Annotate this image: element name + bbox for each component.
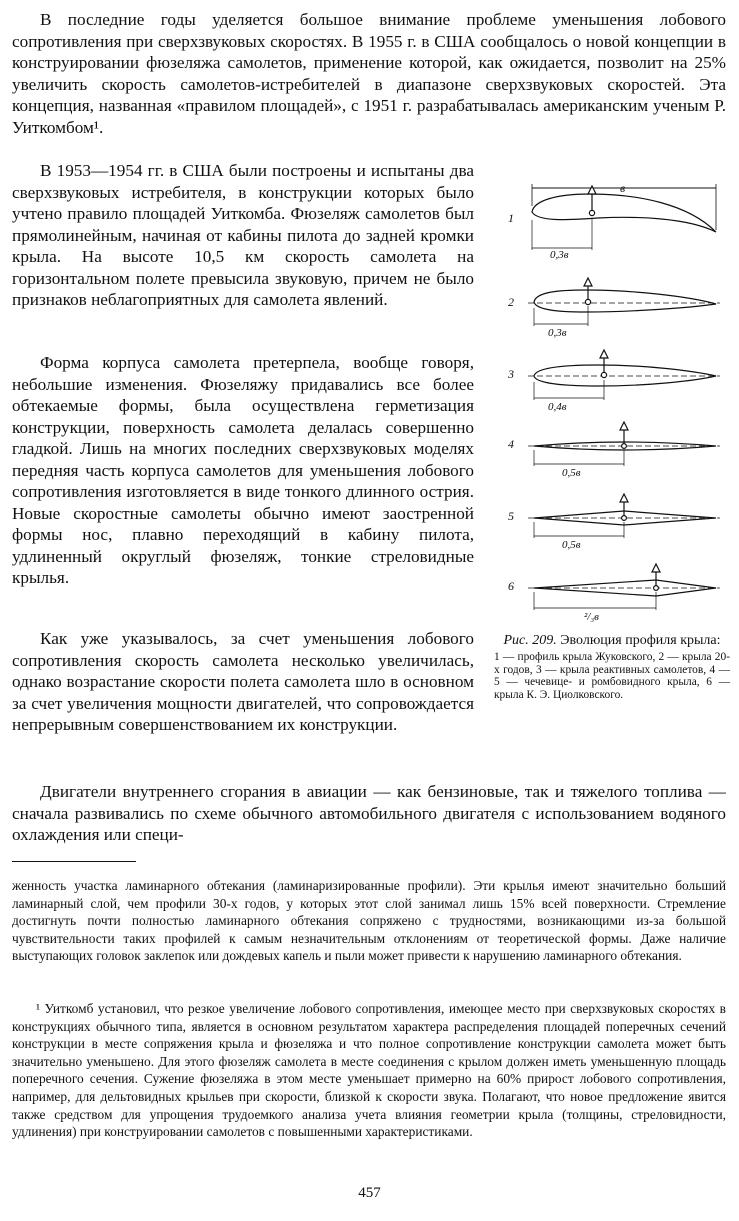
svg-text:²/₃в: ²/₃в [584,611,599,623]
profile-6 [508,564,720,623]
footnote-1: ¹ Уиткомб установил, что резкое увеличение лобового сопротивления, имеющее место при сверхзвуковых скоростях в конструкциях обычного типа, является в основном результатом характера распределения площадей поперечных сечений конструкции в месте сопряжения крыла и фюзеляжа и что полное сопротивление конструкции самолета может быть значительно уменьшено. Для этого фюзеляж самолета в месте соединения с крылом должен иметь уменьшенную площадь поперечного сечения. Сужение фюзеляжа в этом месте уменьшает примерно на 60% прирост лобового сопротивления, например, для дельтовидных крыльев при скорости, близкой к скорости звука. Полагают, что новое предложение явится также средством для упрощения трудоемкого анализа учета влияния геометрии крыла (толщины, стреловидности, удлинения) при конструировании самолетов с повышенными характеристиками. [12,1001,726,1140]
profile-number: 1 [508,211,514,225]
paragraph-1953-fighters: В 1953—1954 гг. в США были построены и испытаны два сверхзвуковых истребителя, в конструкции которых было учтено правило площадей Уиткомба. Фюзеляж самолетов был прямолинейным, начиная от кабины пилота до задней кромки крыла. На высоте 10,5 км скорость самолета на горизонтальном полете превысила звуковую, причем не было признаков неблагоприятных для самолета явлений. [12,161,474,309]
jet-profile-shape [534,365,716,386]
svg-text:в: в [620,181,626,195]
footnote-separator [12,861,136,862]
paragraph-engines: Двигатели внутреннего сгорания в авиации — как бензиновые, так и тяжелого топлива — сначала развивались по схеме обычного автомобильного двигателя с использованием водяного охлаждения или специ- [12,782,726,844]
paragraph-fuselage-shape: Форма корпуса самолета претерпела, вообще говоря, небольшие изменения. Фюзеляжу придавались все более обтекаемые формы, была осуществлена герметизация конструкции, поверхность самолета делалась совершенно гладкой. Лишь на многих последних сверхзвуковых моделях передняя часть корпуса самолетов для уменьшения лобового сопротивления изготовляется в виде тонкого длинного острия. Новые скоростные самолеты обычно имеют заостренной формы нос, плавно переходящий в кабину пилота, удлиненный округлый фюзеляж, тонкие стреловидные крылья. [12,353,474,587]
svg-text:0,3в: 0,3в [548,327,567,339]
svg-text:3: 3 [508,367,514,381]
svg-text:4: 4 [508,437,514,451]
caption-number: Рис. 209. [503,633,557,648]
wing-profile-evolution-figure [498,178,730,630]
caption-body: 1 — профиль крыла Жуковского, 2 — крыла 20-х годов, 3 — крыла реактивных самолетов, 4 — 5 — чечевице- и ромбовидного крыла, 6 — крыла К. Э. Циолковского. [494,651,730,701]
page-number: 457 [358,1185,381,1201]
figure-caption [494,632,730,701]
caption-title: Эволюция профиля крыла: [560,633,721,648]
wing-profiles-svg [498,178,730,630]
svg-text:0,5в: 0,5в [562,539,581,551]
profile-1 [508,181,716,261]
profile-3 [507,350,720,413]
svg-text:2: 2 [508,295,514,309]
paragraph-speed-increase: Как уже указывалось, за счет уменьшения лобового сопротивления скорость самолета несколько увеличилась, однако возрастание скорости полета самолета шло в основном за счет увеличения мощности двигателей, что сопровождается непрерывным совершенствованием их конструкции. [12,629,474,734]
caption-title-line [494,632,730,649]
profile-2 [508,278,720,339]
svg-text:0,3в: 0,3в [550,249,569,261]
paragraph-area-rule-intro: В последние годы уделяется большое внимание проблеме уменьшения лобового сопротивления при сверхзвуковых скоростях. В 1955 г. в США сообщалось о новой концепции в конструировании фюзеляжа самолетов, применение которой, как ожидается, позволит на 25% увеличить скорость самолетов-истребителей в диапазоне сверхзвуковых скоростей. Эта концепция, названная «правилом площадей», с 1951 г. разрабатывалась американским ученым Р. Уиткомбом¹. [12,10,726,137]
profile-5 [508,494,720,551]
svg-text:0,5в: 0,5в [562,467,581,479]
zhukovsky-profile-shape [532,194,716,232]
tsiolkovsky-profile-shape [534,580,716,596]
svg-text:5: 5 [508,509,514,523]
profile-4 [508,422,720,479]
svg-text:0,4в: 0,4в [548,401,567,413]
svg-text:6: 6 [508,579,514,593]
1920s-profile-shape [534,290,716,312]
footnote-continuation: женность участка ламинарного обтекания (ламинаризированные профили). Эти крылья имеют значительно больший ламинарный слой, чем профили 30-х годов, у которых этот слой занимал лишь 15% всей поверхности. Стремление достигнуть почти полностью ламинарного обтекания сопряжено с трудностями, возникающими из-за большой чувствительности таких профилей к самым незначительным отклонениям от теоретической формы. Даже наличие выступающих головок заклепок или дождевых капель и пыли может привести к нарушению ламинарного обтекания. [12,878,726,964]
